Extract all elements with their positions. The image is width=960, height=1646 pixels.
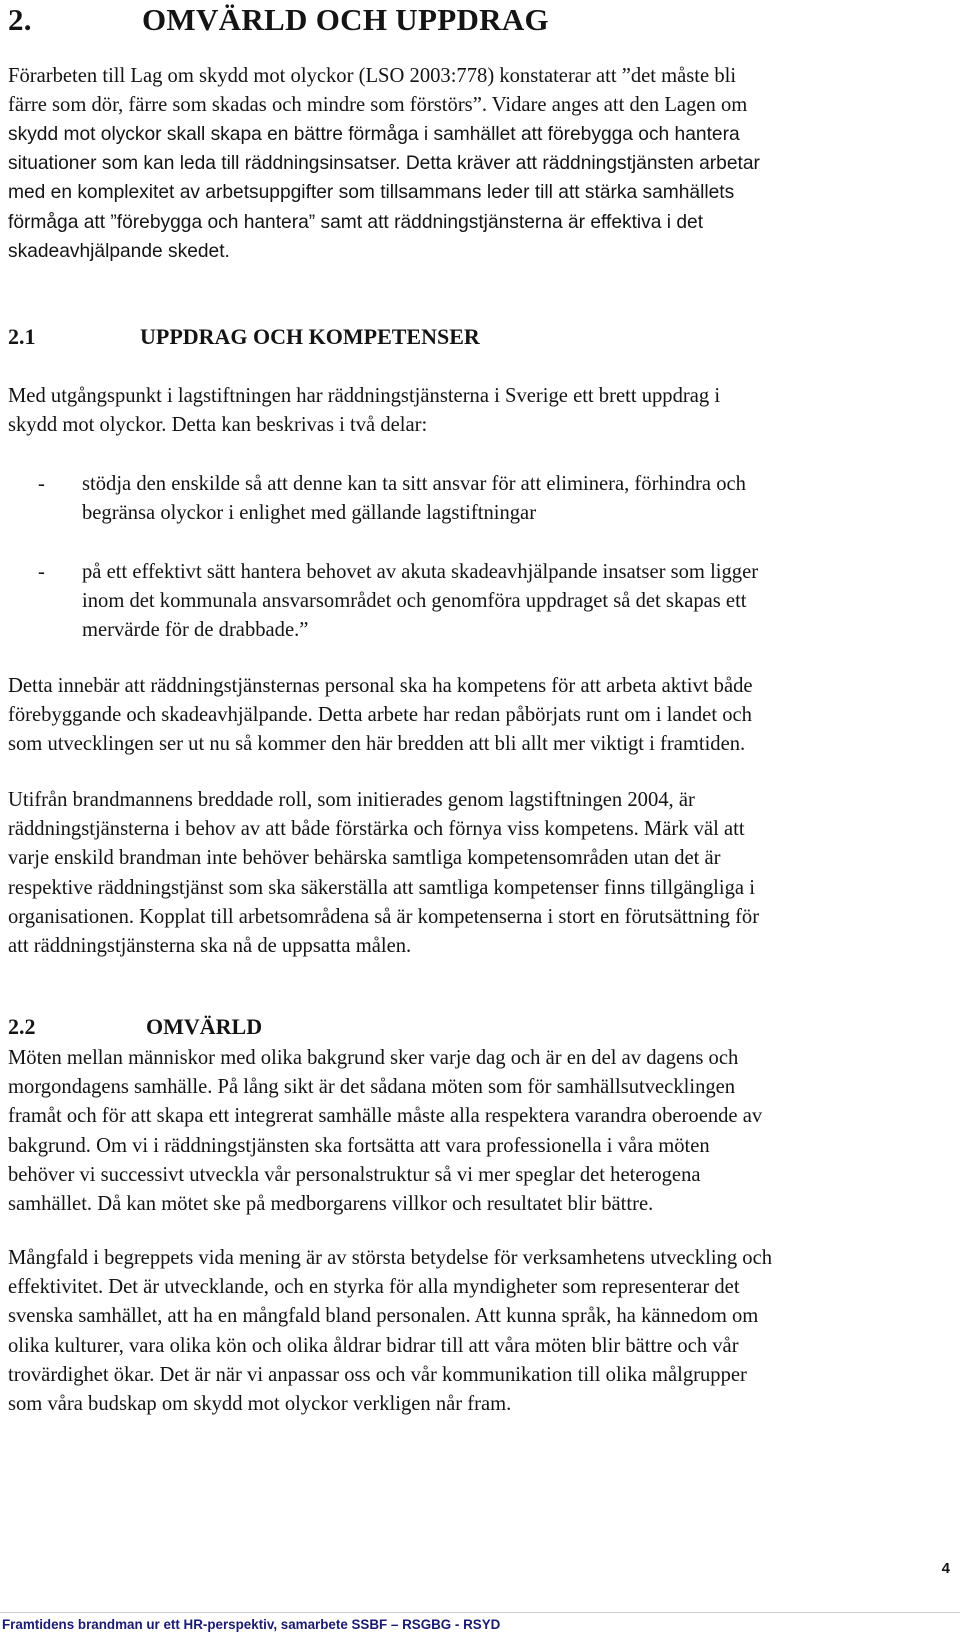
section-2-2-paragraph-1 [8,1044,953,1219]
list-line: stödja den enskilde så att denne kan ta sitt ansvar för att eliminera, förhindra och [82,473,746,495]
paragraph-line: bakgrund. Om vi i räddningstjänsten ska fortsätta att vara professionella i våra möten [8,1134,710,1157]
page-number: 4 [941,1560,950,1577]
paragraph-line: varje enskild brandman inte behöver behärska samtliga kompetensområden utan det är [8,847,721,870]
section-2-1-paragraph-3 [8,786,953,961]
paragraph-line: respektive räddningstjänst som ska säkerställa att samtliga kompetenser finns tillgängliga i [8,876,755,899]
chapter-number: 2. [8,2,32,37]
paragraph-line: samhället. Då kan mötet ske på medborgarens villkor och resultatet blir bättre. [8,1193,654,1216]
intro-paragraph [8,62,953,120]
paragraph-line: effektivitet. Det är utvecklande, och en styrka för alla myndigheter som representerar det [8,1276,740,1299]
section-number: 2.2 [8,1014,36,1039]
section-2-2-paragraph-2 [8,1244,953,1419]
list-dash: - [38,561,45,583]
paragraph-line: morgondagens samhälle. På lång sikt är det sådana möten som för samhällsutvecklingen [8,1076,736,1099]
intro-line: färre som dör, färre som skadas och mindre som förstörs”. Vidare anges att den Lagen om [8,94,748,117]
section-title: UPPDRAG OCH KOMPETENSER [140,324,480,349]
paragraph-line: svenska samhället, att ha en mångfald bland personalen. Att kunna språk, ha kännedom om [8,1305,759,1328]
paragraph-line: olika kulturer, vara olika kön och olika åldrar bidrar till att våra möten blir bättre och vår [8,1334,739,1357]
paragraph-line: förebyggande och skadeavhjälpande. Detta arbete har redan påbörjats runt om i landet och [8,704,752,727]
chapter-title: OMVÄRLD OCH UPPDRAG [142,2,549,37]
section-heading-2-2 [8,1014,262,1040]
intro-line: skadeavhjälpande skedet. [8,240,230,262]
paragraph-line: att räddningstjänsterna ska nå de uppsatta målen. [8,935,412,958]
paragraph-line: räddningstjänsterna i behov av att både förstärka och förnya viss kompetens. Märk väl att [8,818,745,841]
paragraph-line: Möten mellan människor med olika bakgrund sker varje dag och är en del av dagens och [8,1047,739,1069]
list-line: på ett effektivt sätt hantera behovet av akuta skadeavhjälpande insatser som ligger [82,561,759,583]
intro-line: skydd mot olyckor skall skapa en bättre förmåga i samhället att förebygga och hantera [8,124,740,145]
section-2-1-paragraph-2 [8,672,953,760]
footer-text: Framtidens brandman ur ett HR-perspektiv, samarbete SSBF – RSGBG - RSYD [2,1617,501,1632]
intro-line: förmåga att ”förebygga och hantera” samt att räddningstjänsterna är effektiva i det [8,211,704,233]
paragraph-line: skydd mot olyckor. Detta kan beskrivas i två delar: [8,414,428,437]
paragraph-line: behöver vi successivt utveckla vår personalstruktur så vi mer speglar det heterogena [8,1163,701,1186]
paragraph-line: framåt och för att skapa ett integrerat samhälle måste alla respektera varandra oberoende av [8,1105,763,1128]
section-title: OMVÄRLD [146,1014,263,1039]
paragraph-line: som utvecklingen ser ut nu så kommer den här bredden att bli allt mer viktigt i framtiden. [8,733,746,756]
paragraph-line: organisationen. Kopplat till arbetsområdena så är kompetenserna i stort en förutsättning för [8,905,760,928]
list-dash: - [38,473,45,495]
intro-line: med en komplexitet av arbetsuppgifter som tillsammans leder till att stärka samhällets [8,182,735,204]
chapter-heading [8,2,549,38]
list-item-text [82,470,746,528]
paragraph-line: Utifrån brandmannens breddade roll, som initierades genom lagstiftningen 2004, är [8,789,695,811]
section-number: 2.1 [8,324,36,349]
page-footer [0,1612,960,1632]
intro-line: situationer som kan leda till räddningsinsatser. Detta kräver att räddningstjänsten arbetar [8,153,760,175]
list-line: mervärde för de drabbade.” [82,619,309,642]
intro-line: Förarbeten till Lag om skydd mot olyckor (LSO 2003:778) konstaterar att ”det måste bli [8,65,737,87]
paragraph-line: Mångfald i begreppets vida mening är av största betydelse för verksamhetens utveckling och [8,1247,773,1269]
section-heading-2-1 [8,324,480,350]
paragraph-line: som våra budskap om skydd mot olyckor verkligen når fram. [8,1393,512,1416]
paragraph-line: Med utgångspunkt i lagstiftningen har räddningstjänsterna i Sverige ett brett uppdrag i [8,385,721,407]
paragraph-line: Detta innebär att räddningstjänsternas personal ska ha kompetens för att arbeta aktivt både [8,675,753,697]
list-item-text [82,558,758,646]
list-line: inom det kommunala ansvarsområdet och genomföra uppdraget så det skapas ett [82,590,747,613]
list-line: begränsa olyckor i enlighet med gällande lagstiftningar [82,502,537,525]
section-2-1-paragraph-1 [8,382,953,440]
intro-paragraph-cont [8,120,953,266]
paragraph-line: trovärdighet ökar. Det är när vi anpassar oss och vår kommunikation till olika målgrupper [8,1363,747,1386]
